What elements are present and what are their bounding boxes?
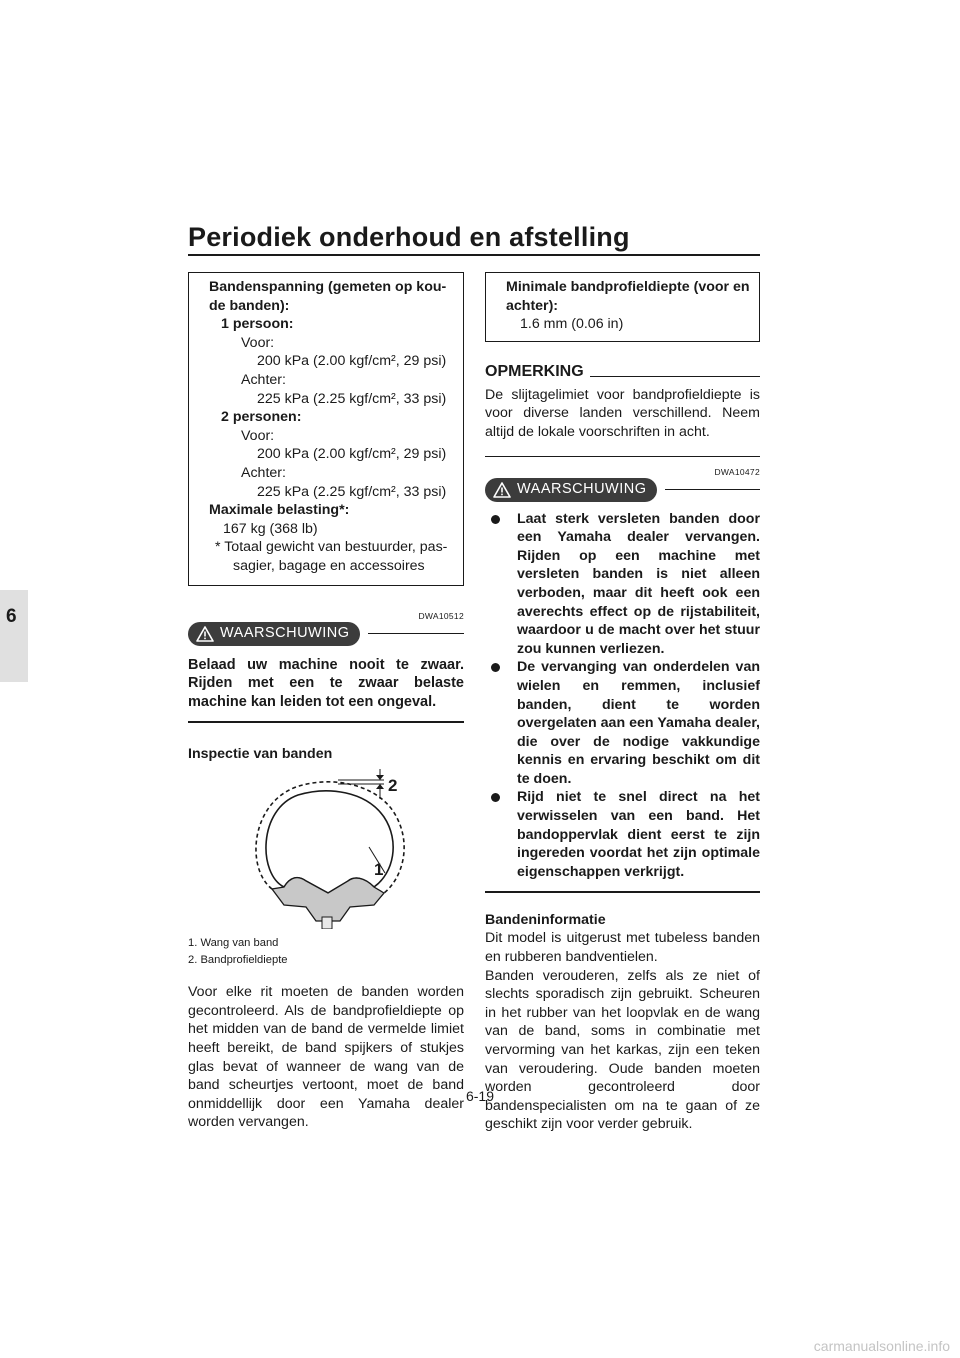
tire-info-paragraph: Dit model is uitgerust met tubeless banden en rubberen bandventielen. (485, 930, 760, 966)
warning-badge (188, 622, 360, 646)
note-label: OPMERKING (485, 363, 584, 381)
spec-rear-label: Achter: (241, 371, 286, 388)
chapter-tab (0, 590, 28, 682)
page-number: 6-19 (465, 1088, 495, 1104)
warning-code: DWA10512 (418, 610, 464, 621)
right-column (485, 272, 760, 1134)
tread-spec-title-line-2: achter): (506, 297, 559, 314)
spec-title-line-2: de banden): (209, 297, 290, 314)
spec-rear-value: 225 kPa (2.25 kgf/cm², 33 psi) (257, 483, 447, 500)
warning-header (188, 622, 464, 646)
warning-list (485, 510, 760, 882)
tread-spec-title-line-1: Minimale bandprofieldiepte (voor en (506, 279, 750, 295)
warning-code: DWA10472 (714, 466, 760, 477)
spec-rear-label: Achter: (241, 464, 286, 481)
warning-label: WAARSCHUWING (517, 481, 647, 498)
callout-1: 1 (374, 860, 384, 880)
warning-text: Belaad uw machine nooit te zwaar. Rijden met een te zwaar belaste machine kan leiden tot een ongeval. (188, 656, 464, 710)
spec-title-line-1: Bandenspanning (gemeten op kou- (209, 279, 447, 295)
spec-max-load-label: Maximale belasting*: (209, 502, 350, 519)
warning-label: WAARSCHUWING (220, 625, 350, 642)
spec-front-value: 200 kPa (2.00 kgf/cm², 29 psi) (257, 446, 447, 463)
warning-header (485, 478, 760, 502)
inspection-body: Voor elke rit moeten de banden worden gecontroleerd. Als de bandprofieldiepte op het midden van de band de vermelde limiet heeft bereikt, de band spijkers of stukjes glas bevat of wanneer de wang van de band scheurtjes vertoont, moet de band onmiddellijk door een Yamaha dealer worden vervangen. (188, 984, 464, 1131)
spec-footnote-line-2: sagier, bagage en accessoires (233, 557, 425, 574)
tread-spec-value: 1.6 mm (0.06 in) (520, 316, 624, 333)
spec-footnote-line-1: * Totaal gewicht van bestuurder, pas- (215, 539, 448, 556)
legend-item: 2. Bandprofieldiepte (188, 954, 288, 967)
callout-2: 2 (388, 776, 398, 796)
figure-legend (188, 935, 464, 969)
title-rule (188, 254, 760, 256)
note-header (485, 362, 760, 382)
spec-max-load-value: 167 kg (368 lb) (223, 520, 318, 537)
tire-diagram (188, 769, 464, 929)
warning-triangle-icon (493, 482, 511, 498)
note-header-rule (590, 376, 760, 377)
spec-front-label: Voor: (241, 334, 275, 351)
spec-front-value: 200 kPa (2.00 kgf/cm², 29 psi) (257, 353, 447, 370)
spec-two-persons: 2 personen: (221, 409, 302, 426)
watermark: carmanualsonline.info (813, 1338, 950, 1354)
tire-info-paragraph: Banden verouderen, zelfs als ze niet of slechts sporadisch zijn gebruikt. Scheuren in het rubber van het loopvlak en de wang van de band, soms in combinatie met vervorming van het karkas, zijn een teken van veroudering. Oude banden moeten worden gecontroleerd door bandenspecialisten om na te gaan of ze geschikt zijn voor verder gebruik. (485, 967, 760, 1133)
warning-header-rule (368, 633, 464, 634)
note-text: De slijtagelimiet voor bandprofieldiepte is voor diverse landen verschillend. Neem altijd de lokale voorschriften in acht. (485, 386, 760, 440)
page-title: Periodiek onderhoud en afstelling (188, 222, 630, 252)
chapter-number: 6 (6, 606, 17, 627)
legend-item: 1. Wang van band (188, 937, 279, 950)
warning-badge (485, 478, 657, 502)
left-column (188, 272, 464, 1132)
tire-cross-section-figure (188, 769, 464, 929)
tread-depth-spec-box (485, 272, 760, 342)
warning-header-rule (665, 489, 760, 490)
spec-rear-value: 225 kPa (2.25 kgf/cm², 33 psi) (257, 390, 447, 407)
spec-front-label: Voor: (241, 427, 275, 444)
tire-info-heading: Bandeninformatie (485, 911, 606, 928)
tire-pressure-spec-box (188, 272, 464, 586)
warning-triangle-icon (196, 626, 214, 642)
inspection-heading: Inspectie van banden (188, 745, 333, 762)
spec-one-person: 1 persoon: (221, 316, 294, 333)
warning-list-item: Rijd niet te snel direct na het verwisselen van een band. Het bandoppervlak dient eerst te zijn ingereden voordat het zijn optimale eigenschappen verkrijgt. (485, 788, 760, 881)
warning-list-item: De vervanging van onderdelen van wielen en remmen, inclusief banden, dient te worden overgelaten aan een Yamaha dealer, die over de nodige vakkundige kennis en ervaring beschikt om dit te doen. (485, 658, 760, 788)
warning-list-item: Laat sterk versleten banden door een Yamaha dealer vervangen. Rijden op een machine met versleten banden is niet alleen verboden, maar dit heeft ook een averechts effect op de rijstabiliteit, waardoor u de macht over het stuur zou kunnen verliezen. (485, 510, 760, 659)
